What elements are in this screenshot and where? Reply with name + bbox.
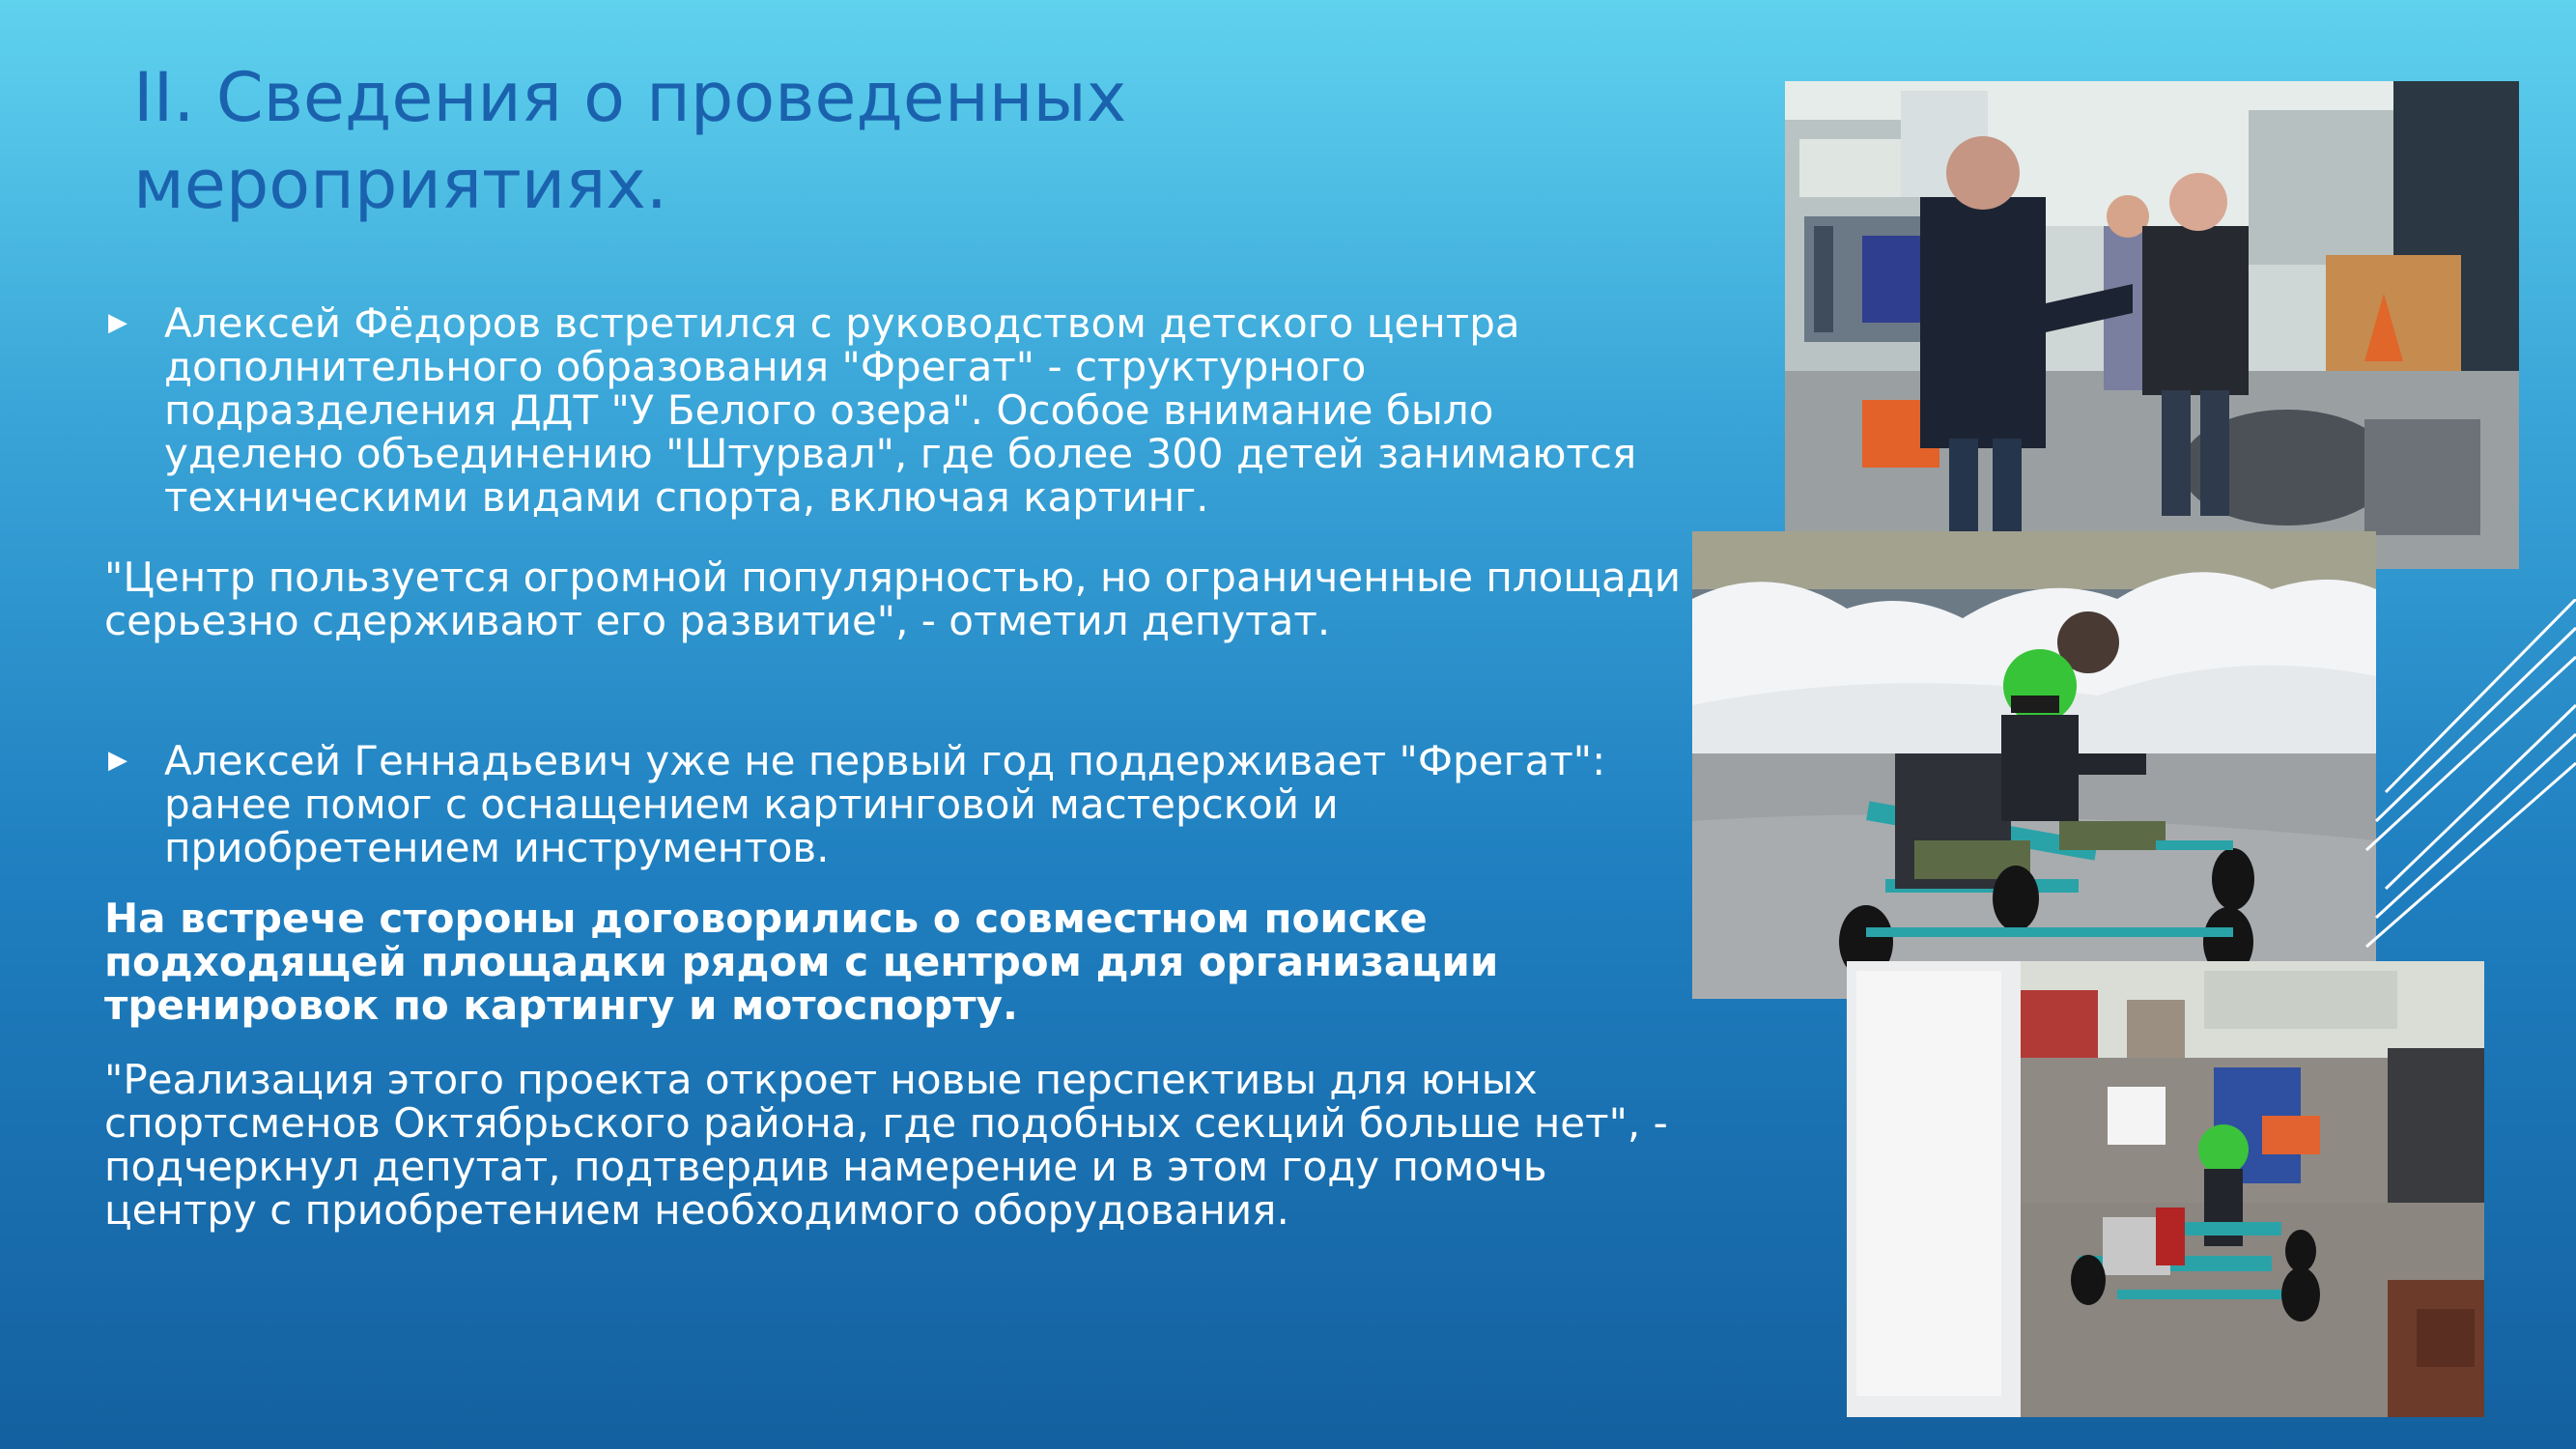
bold-paragraph: На встрече стороны договорились о совместном поиске подходящей площадки рядом с центром для организации тренировок по картингу и мотоспорту. [104,895,1499,1029]
bullet-text: Алексей Геннадьевич уже не первый год поддерживает "Фрегат": ранее помог с оснащением картинговой мастерской и приобретением инструментов. [164,737,1606,871]
bullet-text: Алексей Фёдоров встретился с руководством детского центра дополнительного образования "Фрегат" - структурного подразделения ДДТ "У Белого озера". Особое внимание было уделено объединению "Штурвал", где более 300 детей занимаются техническими видами спорта, включая картинг. [164,299,1637,521]
photo-kart-garage [1847,961,2484,1417]
decorative-lines [2357,599,2576,966]
triangle-bullet-icon: ▶ [108,746,127,775]
slide-title: II. Сведения о проведенных мероприятиях. [133,58,1127,224]
quote-paragraph-1: "Центр пользуется огромной популярностью, но ограниченные площади серьезно сдерживают его развитие", - отметил депутат. [104,554,1682,644]
triangle-bullet-icon: ▶ [108,308,127,337]
photo-workshop-meeting [1785,81,2519,569]
quote-paragraph-2: "Реализация этого проекта откроет новые перспективы для юных спортсменов Октябрьского района, где подобных секций больше нет", - подчеркнул депутат, подтвердив намерение и в этом году помочь центру с приобретением необходимого оборудования. [104,1056,1668,1234]
bullet-item-support [108,739,1673,869]
photo-kart-snow [1692,531,2376,999]
bullet-item-meeting [108,301,1673,519]
